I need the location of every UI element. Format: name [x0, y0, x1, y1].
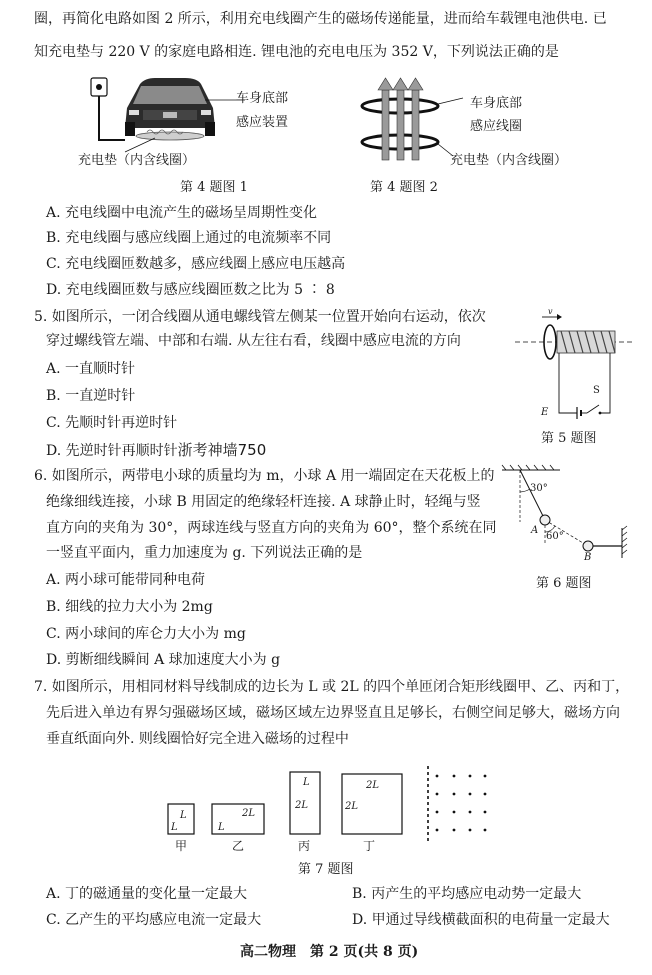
figure-5 [515, 305, 635, 430]
q6-option-b: B. 细线的拉力大小为 2mg [46, 599, 213, 615]
magnetic-field-arrows [378, 78, 423, 160]
q6-fig-b: B [584, 552, 592, 563]
svg-text:L: L [180, 810, 187, 821]
coil-yi [212, 804, 264, 853]
q6-stem-1: 6. 如图所示，两带电小球的质量均为 m，小球 A 用一端固定在天花板上的 [34, 468, 495, 484]
q5-stem-1: 5. 如图所示，一闭合线圈从通电螺线管左侧某一位置开始向右运动，依次 [34, 309, 486, 325]
q5-option-d-text: D. 先逆时针再顺时针 [46, 443, 178, 459]
q6-stem-2: 绝缘细线连接，小球 B 用固定的绝缘轻杆连接. A 球静止时，轻绳与竖 [46, 494, 481, 510]
q7-option-b: B. 丙产生的平均感应电动势一定最大 [352, 886, 582, 902]
fig1-label-chassis-2: 感应装置 [236, 115, 289, 130]
q7-stem-1: 7. 如图所示，用相同材料导线制成的边长为 L 或 2L 的四个单匝闭合矩形线圈甲、乙、丙和丁， [34, 679, 630, 695]
wall-socket-icon [91, 78, 125, 140]
q5-stem-2: 穿过螺线管左端、中部和右端. 从左往右看，线圈中感应电流的方向 [46, 333, 461, 349]
q7-caption: 第 7 题图 [298, 862, 354, 877]
q7-option-a: A. 丁的磁通量的变化量一定最大 [46, 886, 248, 902]
q5-fig-s: S [593, 385, 600, 396]
ball-a-icon [540, 515, 550, 525]
q4-option-c: C. 充电线圈匝数越多，感应线圈上感应电压越高 [46, 256, 346, 272]
intro-line-2: 知充电垫与 220 V 的家庭电路相连. 锂电池的充电电压为 352 V，下列说法正确的是 [34, 44, 559, 60]
svg-text:2L: 2L [295, 800, 309, 811]
svg-text:2L: 2L [366, 780, 380, 791]
q5-fig-v: v [548, 307, 553, 316]
solenoid-icon [557, 331, 615, 353]
figure-7 [160, 764, 490, 856]
q5-option-d [46, 442, 266, 459]
q6-caption: 第 6 题图 [536, 576, 592, 591]
fig1-label-pad: 充电垫（内含线圈） [78, 153, 196, 168]
fig2-label-chassis-1: 车身底部 [470, 96, 523, 111]
q6-fig-angle-60: 60° [546, 531, 564, 542]
q6-fig-angle-30: 30° [530, 483, 548, 494]
coil-jia [168, 804, 194, 853]
q7-stem-3: 垂直纸面向外. 则线圈恰好完全进入磁场的过程中 [46, 731, 349, 747]
svg-text:L: L [171, 822, 178, 833]
coil-ding [342, 774, 402, 853]
q5-option-c: C. 先顺时针再逆时针 [46, 415, 178, 431]
q4-option-d: D. 充电线圈匝数与感应线圈匝数之比为 5 ∶ 8 [46, 282, 335, 298]
q5-watermark: 浙考神墙750 [177, 441, 267, 459]
figure-6 [500, 462, 630, 562]
label-bing: 丙 [298, 839, 311, 853]
q4-option-b: B. 充电线圈与感应线圈上通过的电流频率不同 [46, 230, 332, 246]
q6-option-c: C. 两小球间的库仑力大小为 mg [46, 626, 246, 642]
svg-text:2L: 2L [242, 808, 256, 819]
fig2-label-pad: 充电垫（内含线圈） [450, 153, 568, 168]
fig2-caption: 第 4 题图 2 [370, 180, 438, 195]
coil-bing [290, 772, 320, 853]
q6-option-a: A. 两小球可能带同种电荷 [46, 572, 206, 588]
q7-option-d: D. 甲通过导线横截面积的电荷量一定最大 [352, 912, 610, 928]
q6-stem-4: 一竖直平面内，重力加速度为 g. 下列说法正确的是 [46, 545, 363, 561]
q5-caption: 第 5 题图 [541, 431, 597, 446]
q5-option-a: A. 一直顺时针 [46, 361, 136, 377]
svg-text:2L: 2L [345, 801, 359, 812]
fig1-label-chassis-1: 车身底部 [236, 91, 289, 106]
q6-stem-3: 直方向的夹角为 30°，两球连线与竖直方向的夹角为 60°，整个系统在同 [46, 520, 497, 536]
fig1-caption: 第 4 题图 1 [180, 180, 248, 195]
q5-option-b: B. 一直逆时针 [46, 388, 136, 404]
svg-text:L: L [303, 777, 310, 788]
label-jia: 甲 [175, 839, 188, 853]
ball-b-icon [583, 541, 593, 551]
magnetic-field-dots [436, 775, 487, 832]
page-footer: 高二物理 第 2 页(共 8 页) [240, 944, 419, 960]
q6-fig-a: A [531, 525, 539, 536]
q4-option-a: A. 充电线圈中电流产生的磁场呈周期性变化 [46, 205, 318, 221]
fig2-label-chassis-2: 感应线圈 [470, 119, 523, 134]
charging-pad-icon [136, 130, 204, 140]
q7-stem-2: 先后进入单边有界匀强磁场区域，磁场区域左边界竖直且足够长，右侧空间足够大，磁场方向 [46, 705, 620, 721]
intro-line-1: 圈，再简化电路如图 2 所示，利用充电线圈产生的磁场传递能量，进而给车载锂电池供电. 已 [34, 11, 607, 27]
svg-text:L: L [218, 822, 225, 833]
q5-fig-e: E [541, 407, 549, 418]
car-icon [125, 78, 215, 136]
label-yi: 乙 [232, 839, 245, 853]
q7-option-c: C. 乙产生的平均感应电流一定最大 [46, 912, 262, 928]
label-ding: 丁 [363, 839, 376, 853]
q6-option-d: D. 剪断细线瞬间 A 球加速度大小为 g [46, 652, 281, 668]
